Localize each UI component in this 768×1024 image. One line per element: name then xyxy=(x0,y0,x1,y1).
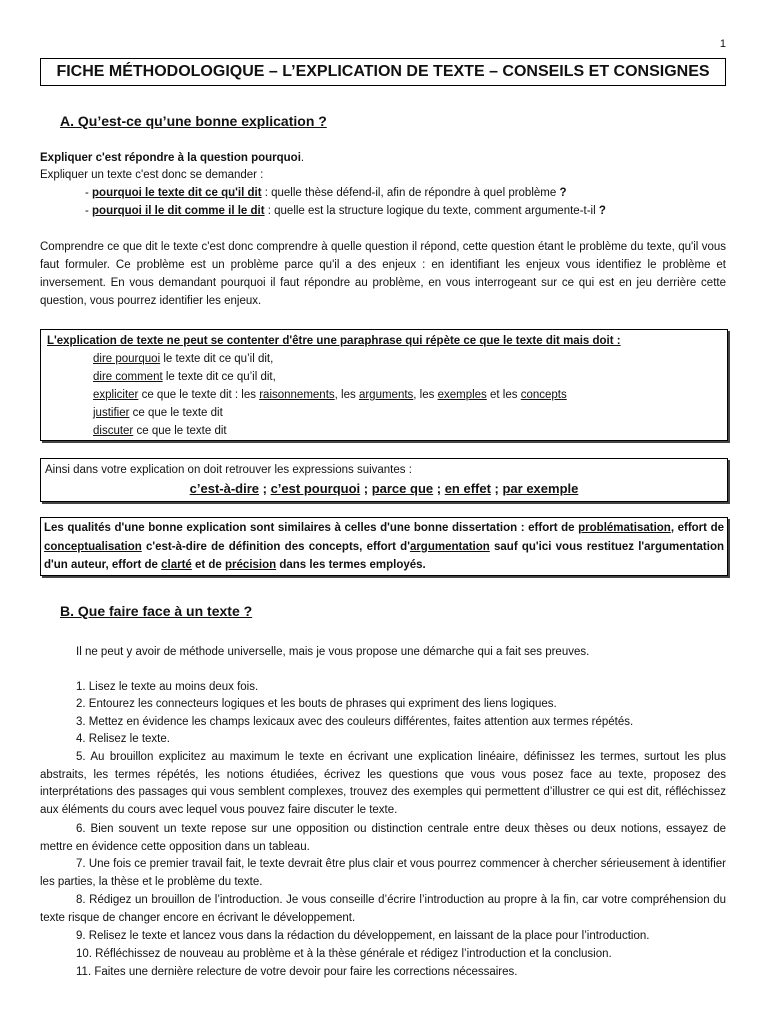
separator-4: ; xyxy=(490,481,503,496)
question-1 xyxy=(40,184,768,202)
question-2-mark: ? xyxy=(598,205,606,217)
step-4: 4. Relisez le texte. xyxy=(76,733,170,745)
step-2: 2. Entourez les connecteurs logiques et les bouts de phrases qui expriment des liens logiques. xyxy=(76,698,557,710)
question-2-dash: - xyxy=(85,205,93,217)
qualites-t5: c'est-à-dire de définition des concepts, effort d' xyxy=(141,540,410,553)
paragraph-comprendre: Comprendre ce que dit le texte c'est donc comprendre à quelle question il répond, cette question étant le problème du texte, qu'il vous faut formuler. Ce problème est un problème parce qu'il a des enjeux : en identifiant les enjeux vous identifiez le problème et inversement. En vous demandant pourquoi il faut répondre au problème, en vous interrogeant sur ce qui est en jeu derrière cette question, vous pourrez identifier les enjeux. xyxy=(40,241,726,307)
question-2 xyxy=(40,202,768,220)
box-item-3-e: , les xyxy=(413,389,438,401)
qualites-t8: clarté xyxy=(161,559,192,571)
box-item-3 xyxy=(47,386,721,404)
qualites-t4: conceptualisation xyxy=(44,540,142,553)
question-1-dash: - xyxy=(85,187,93,199)
box-expressions xyxy=(40,458,728,502)
step-5: 5. Au brouillon explicitez au maximum le texte en écrivant une explication linéaire, définissez les termes, surtout les plus abstraits, les termes répétés, les notions étudiées, écrivez les questions que vous vous posez face au texte, proposez des interprétations des passages qui vous semblent complexes, trouvez des exemples qui permettent d’illustrer ce qui est dit, réfléchissez aux éléments du cours avec lequel vous pouvez faire discuter le texte. xyxy=(40,751,726,816)
qualites-t2: problématisation xyxy=(578,522,671,534)
box-item-3-h: concepts xyxy=(520,389,567,401)
box-item-2-key: dire comment xyxy=(93,371,163,383)
box-qualites xyxy=(40,517,728,576)
step-6: 6. Bien souvent un texte repose sur une opposition ou distinction centrale entre deux thèses ou deux notions, essayez de mettre en évidence cette opposition dans un tableau. xyxy=(40,823,726,853)
box-item-5-text: ce que le texte dit xyxy=(133,425,227,437)
qualites-t1: Les qualités d'une bonne explication sont similaires à celles d'une bonne dissertation : effort de xyxy=(44,522,579,534)
expressions-list xyxy=(45,479,723,499)
box-item-3-key: expliciter xyxy=(93,389,139,401)
qualites-t6: argumentation xyxy=(409,540,490,553)
intro-line-1-bold: Expliquer c'est répondre à la question pourquoi xyxy=(40,152,301,164)
section-b-intro: Il ne peut y avoir de méthode universelle, mais je vous propose une démarche qui a fait ses preuves. xyxy=(76,646,590,658)
box-item-3-b: raisonnements xyxy=(259,389,335,401)
page-title: FICHE MÉTHODOLOGIQUE – L’EXPLICATION DE TEXTE – CONSEILS ET CONSIGNES xyxy=(40,58,726,86)
question-1-key: pourquoi le texte dit ce qu'il dit xyxy=(92,187,262,199)
box-item-2-text: le texte dit ce qu’il dit, xyxy=(162,371,276,383)
expression-2: c’est pourquoi xyxy=(270,481,361,496)
box-paraphrase-heading: L'explication de texte ne peut se contenter d'être une paraphrase qui répète ce que le texte dit mais doit : xyxy=(47,335,621,347)
separator-2: ; xyxy=(360,481,372,496)
step-7: 7. Une fois ce premier travail fait, le texte devrait être plus clair et vous pourrez commencer à chercher sérieusement à identifier les parties, la thèse et le problème du texte. xyxy=(40,858,726,888)
qualites-t9: et de xyxy=(191,559,226,571)
question-2-key: pourquoi il le dit comme il le dit xyxy=(92,205,265,217)
question-2-text: : quelle est la structure logique du texte, comment argumente-t-il xyxy=(264,205,599,217)
intro-line-1-end: . xyxy=(300,152,305,164)
separator-3: ; xyxy=(433,481,445,496)
question-1-mark: ? xyxy=(559,187,567,199)
intro-line-2: Expliquer un texte c'est donc se demander : xyxy=(40,169,264,181)
box-item-3-g: et les xyxy=(486,389,521,401)
expression-5: par exemple xyxy=(502,481,579,496)
box-item-3-f: exemples xyxy=(437,389,487,401)
box-item-4-text: ce que le texte dit xyxy=(129,407,223,419)
box-paraphrase xyxy=(40,329,728,441)
box-item-1 xyxy=(47,350,721,368)
box-expressions-intro: Ainsi dans votre explication on doit retrouver les expressions suivantes : xyxy=(45,464,412,476)
box-item-5-key: discuter xyxy=(93,425,134,437)
box-item-3-d: arguments xyxy=(358,389,414,401)
qualites-t7: sauf qu'ici vous restituez l'argumentation d'un auteur, effort de xyxy=(44,540,724,571)
expression-4: en effet xyxy=(444,481,491,496)
step-9: 9. Relisez le texte et lancez vous dans la rédaction du développement, en laissant de la place pour l’introduction. xyxy=(76,930,650,942)
step-1: 1. Lisez le texte au moins deux fois. xyxy=(76,681,259,693)
page-number: 1 xyxy=(719,38,726,50)
step-8: 8. Rédigez un brouillon de l’introduction. Je vous conseille d’écrire l’introduction au propre à la fin, car votre compréhension du texte risque de changer encore en écrivant le développement. xyxy=(40,894,726,924)
qualites-t3: , effort de xyxy=(670,522,724,534)
expression-3: parce que xyxy=(371,481,434,496)
intro-line-1 xyxy=(40,149,726,167)
expression-1: c’est-à-dire xyxy=(189,481,260,496)
box-item-1-key: dire pourquoi xyxy=(93,353,161,365)
qualites-t11: dans les termes employés. xyxy=(276,559,426,571)
box-item-1-text: le texte dit ce qu’il dit, xyxy=(160,353,274,365)
box-item-2 xyxy=(47,368,721,386)
step-10: 10. Réfléchissez de nouveau au problème et à la thèse générale et rédigez l’introduction et la conclusion. xyxy=(76,948,612,960)
step-11: 11. Faites une dernière relecture de votre devoir pour faire les corrections nécessaires. xyxy=(76,966,518,978)
box-item-4-key: justifier xyxy=(93,407,130,419)
section-a-heading: A. Qu’est-ce qu’une bonne explication ? xyxy=(60,113,327,129)
section-b-heading: B. Que faire face à un texte ? xyxy=(60,603,253,619)
separator-1: ; xyxy=(259,481,271,496)
qualites-t10: précision xyxy=(225,559,277,571)
step-3: 3. Mettez en évidence les champs lexicaux avec des couleurs différentes, faites attention aux termes répétés. xyxy=(76,716,634,728)
box-item-3-c: , les xyxy=(334,389,359,401)
box-item-4 xyxy=(47,404,721,422)
box-item-3-a: ce que le texte dit : les xyxy=(138,389,260,401)
box-item-5 xyxy=(47,422,721,440)
question-1-text: : quelle thèse défend-il, afin de répondre à quel problème xyxy=(261,187,560,199)
